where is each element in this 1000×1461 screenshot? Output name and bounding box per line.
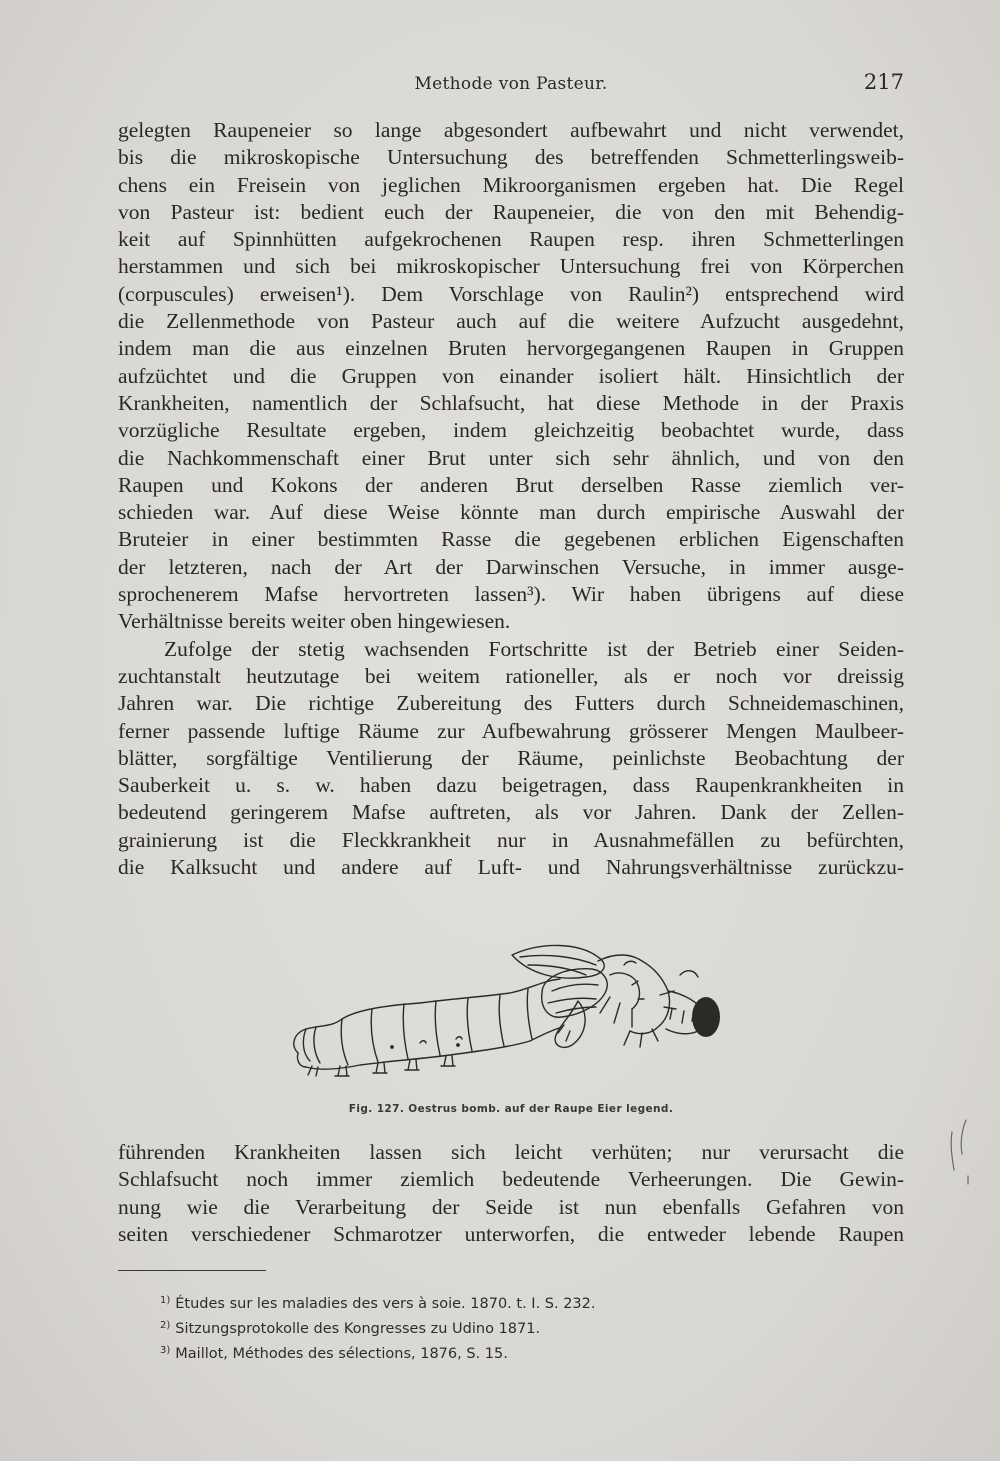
text-line: führenden Krankheiten lassen sich leicht verhüten; nur verursacht die: [118, 1140, 904, 1164]
text-line: seiten verschiedener Schmarotzer unterworfen, die entweder lebende Raupen: [118, 1221, 904, 1246]
text-line: Bruteier in einer bestimmten Rasse die gegebenen erblichen Eigenschaften: [118, 527, 904, 552]
text-line: blätter, sorgfältige Ventilierung der Räume, peinlichste Beobachtung der: [118, 745, 904, 770]
text-line: nung wie die Verarbeitung der Seide ist nun ebenfalls Gefahren von: [118, 1194, 904, 1219]
text-line: Zufolge der stetig wachsenden Fortschritte ist der Betrieb einer Seiden-: [164, 636, 904, 661]
text-line: aufzüchtet und die Gruppen von einander isoliert hält. Hinsichtlich der: [118, 363, 904, 388]
text-line: sprochenerem Mafse hervortreten lassen³). Wir haben übrigens auf diese: [118, 582, 904, 607]
text-line: chens ein Freisein von jeglichen Mikroorganismen ergeben hat. Die Regel: [118, 172, 904, 197]
text-line: gelegten Raupeneier so lange abgesondert aufbewahrt und nicht verwendet,: [118, 118, 904, 142]
footnotes: [160, 1290, 860, 1365]
figure-illustration: [280, 935, 740, 1090]
text-line: bedeutend geringerem Mafse auftreten, als vor Jahren. Dank der Zellen-: [118, 800, 904, 825]
text-line: Raupen und Kokons der anderen Brut derselben Rasse ziemlich ver-: [118, 472, 904, 497]
fly-drawing: [512, 945, 720, 1047]
footnote-text: Études sur les maladies des vers à soie. 1870. t. I. S. 232.: [175, 1296, 596, 1312]
text-line: keit auf Spinnhütten aufgekrochenen Raupen resp. ihren Schmetterlingen: [118, 227, 904, 252]
text-line: grainierung ist die Fleckkrankheit nur in Ausnahmefällen zu befürchten,: [118, 827, 904, 852]
footnote-marker: 3): [160, 1345, 171, 1356]
footnote-text: Sitzungsprotokolle des Kongresses zu Udino 1871.: [175, 1321, 541, 1337]
text-line: von Pasteur ist: bedient euch der Raupeneier, die von den mit Behendig-: [118, 199, 904, 224]
margin-pencil-mark: [944, 1118, 974, 1198]
text-line: indem man die aus einzelnen Bruten hervorgegangenen Raupen in Gruppen: [118, 336, 904, 361]
footnote-1: [160, 1290, 860, 1315]
text-line: die Zellenmethode von Pasteur auch auf die weitere Aufzucht ausgedehnt,: [118, 309, 904, 334]
caterpillar-drawing: [294, 979, 562, 1076]
footnote-2: [160, 1315, 860, 1340]
text-line: herstammen und sich bei mikroskopischer Untersuchung frei von Körperchen: [118, 254, 904, 279]
text-line: zuchtanstalt heutzutage bei weitem rationeller, als er noch vor dreissig: [118, 663, 904, 688]
footnote-marker: 2): [160, 1320, 171, 1331]
footnote-3: [160, 1340, 860, 1365]
text-line: Verhältnisse bereits weiter oben hingewiesen.: [118, 609, 511, 634]
figure-caption: Fig. 127. Oestrus bomb. auf der Raupe Eier legend.: [348, 1103, 674, 1115]
footnote-text: Maillot, Méthodes des sélections, 1876, S. 15.: [175, 1346, 508, 1362]
text-line: ferner passende luftige Räume zur Aufbewahrung grösserer Mengen Maulbeer-: [118, 718, 904, 743]
text-line: (corpuscules) erweisen¹). Dem Vorschlage von Raulin²) entsprechend wird: [118, 281, 904, 306]
page-header: [118, 70, 904, 104]
text-line: Sauberkeit u. s. w. haben dazu beigetragen, dass Raupenkrankheiten in: [118, 773, 904, 798]
footnote-separator: [118, 1270, 266, 1271]
body-text-upper: [118, 117, 904, 881]
caterpillar-with-fly-illustration: [280, 935, 740, 1090]
footnote-marker: 1): [160, 1295, 171, 1306]
running-head: Methode von Pasteur.: [414, 74, 608, 94]
text-line: Schlafsucht noch immer ziemlich bedeutende Verheerungen. Die Gewin-: [118, 1167, 904, 1192]
text-line: die Nachkommenschaft einer Brut unter sich sehr ähnlich, und von den: [118, 445, 904, 470]
text-line: schieden war. Auf diese Weise könnte man durch empirische Auswahl der: [118, 500, 904, 525]
body-text-lower: [118, 1139, 904, 1248]
text-line: die Kalksucht und andere auf Luft- und Nahrungsverhältnisse zurückzu-: [118, 855, 904, 880]
text-line: Jahren war. Die richtige Zubereitung des Futters durch Schneidemaschinen,: [118, 691, 904, 716]
text-line: bis die mikroskopische Untersuchung des betreffenden Schmetterlingsweib-: [118, 145, 904, 170]
text-line: vorzügliche Resultate ergeben, indem gleichzeitig beobachtet wurde, dass: [118, 418, 904, 443]
text-line: Krankheiten, namentlich der Schlafsucht, hat diese Methode in der Praxis: [118, 390, 904, 415]
text-line: der letzteren, nach der Art der Darwinschen Versuche, in immer ausge-: [118, 554, 904, 579]
page-number: 217: [863, 70, 904, 94]
